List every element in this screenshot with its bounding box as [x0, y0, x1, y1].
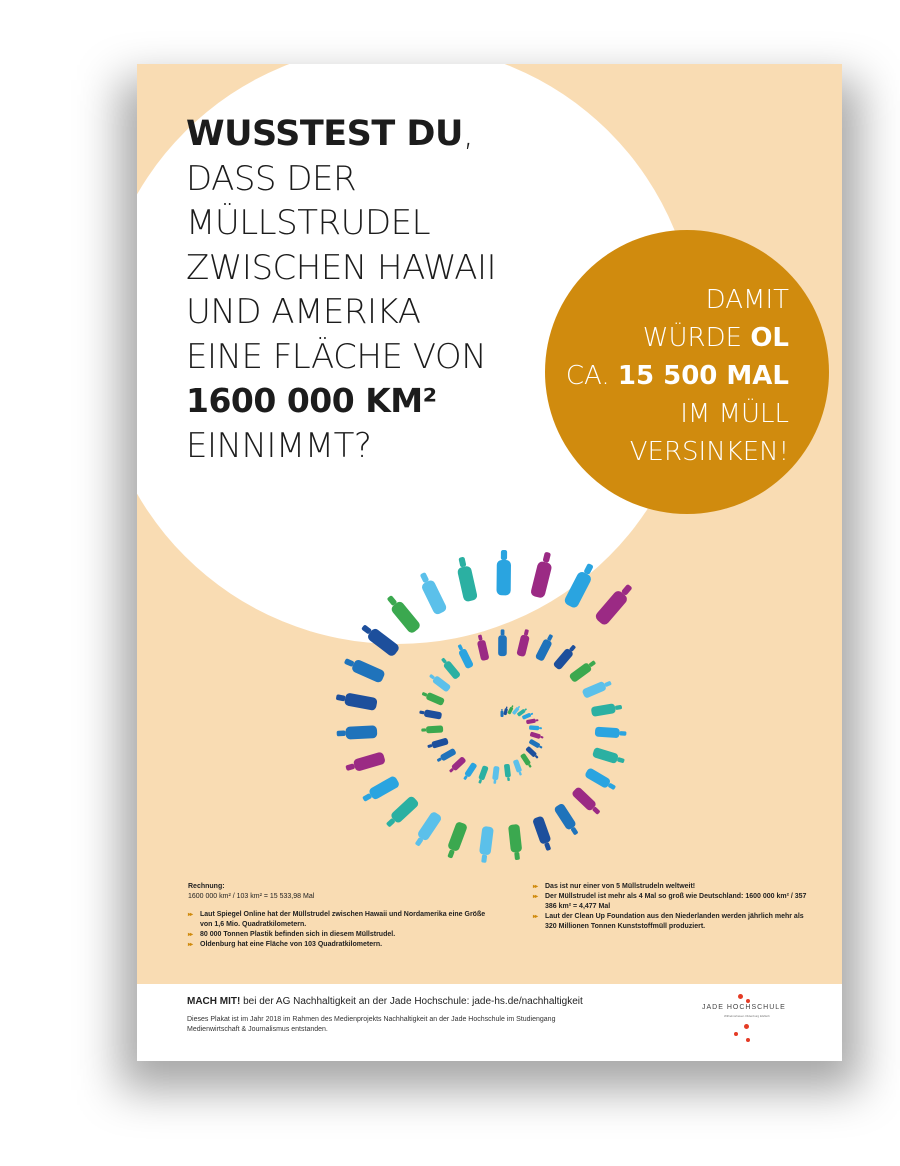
bottle-icon	[535, 633, 556, 662]
bottle-icon	[496, 550, 511, 595]
logo-text: JADE HOCHSCHULE	[702, 1004, 786, 1011]
bottle-icon	[412, 811, 443, 849]
footnotes-right	[533, 882, 813, 932]
bottle-icon	[594, 581, 636, 627]
headline-area-value: 1600 000 KM²	[186, 381, 437, 420]
bottle-icon	[530, 732, 544, 740]
headline-line-3: MÜLLSTRUDEL	[186, 203, 431, 243]
bottle-icon	[591, 702, 623, 717]
headline-line-2: DASS DER	[186, 158, 357, 199]
bottle-icon	[439, 656, 461, 680]
bottle-icon	[553, 643, 579, 671]
calculation-value: 1600 000 km² / 103 km² = 15 533,98 Mal	[188, 893, 315, 900]
bottle-icon	[498, 629, 507, 656]
footnote-item: ▸▸ Laut Spiegel Online hat der Müllstrudel zwischen Hawaii und Nordamerika eine Größe von 1,6 Mio. Quadratkilometern.	[188, 910, 488, 930]
bottle-icon	[532, 815, 554, 852]
calculation-label: Rechnung:	[188, 883, 225, 890]
bottle-icon	[455, 643, 474, 669]
bottle-icon	[384, 795, 420, 830]
headline-line-8: EINNIMMT?	[186, 425, 372, 466]
bottle-icon	[492, 766, 500, 784]
bottle-icon	[516, 628, 531, 657]
bottle-icon	[419, 708, 442, 719]
bottle-icon	[428, 672, 452, 693]
bottle-icon	[444, 821, 468, 860]
bottle-icon	[448, 756, 467, 774]
callout-line-1: DAMIT	[705, 285, 789, 315]
bottle-icon	[584, 767, 618, 793]
bottle-icon	[563, 561, 597, 609]
headline-line-1: WUSSTEST DU,	[186, 114, 474, 154]
logo-subtitle: Wilhelmshaven Oldenburg Elsfleth	[724, 1014, 770, 1018]
footnote-item: ▸▸ 80 000 Tonnen Plastik befinden sich in diesem Müllstrudel.	[188, 930, 488, 940]
footnote-item: ▸▸ Der Müllstrudel ist mehr als 4 Mal so groß wie Deutschland: 1600 000 km² / 357 386 km² = 4,477 Mal	[533, 892, 813, 912]
bottle-icon	[384, 593, 422, 635]
callout-line-2: WÜRDE OL	[642, 323, 789, 353]
headline-line-6: EINE FLÄCHE VON	[186, 336, 487, 377]
bottle-icon	[529, 725, 542, 730]
footnote-item: ▸▸ Oldenburg hat eine Fläche von 103 Quadratkilometern.	[188, 940, 488, 950]
bottle-icon	[553, 803, 581, 838]
bottle-icon	[416, 570, 448, 615]
headline-line-4: ZWISCHEN HAWAII	[186, 247, 497, 288]
headline	[186, 112, 566, 468]
callout-text	[545, 281, 789, 471]
bottle-icon	[360, 775, 400, 805]
bottle-icon	[427, 737, 449, 750]
callout-line-4: IM MÜLL	[680, 399, 789, 429]
bottle-icon	[503, 706, 508, 715]
footnote-item: ▸▸ Laut der Clean Up Foundation aus den Niederlanden werden jährlich mehr als 320 Millionen Tonnen Kunststoffmüll produziert.	[533, 912, 813, 932]
bottle-icon	[455, 556, 478, 603]
bottle-icon	[477, 765, 489, 784]
bottle-icon	[342, 655, 386, 684]
bottle-icon	[520, 753, 533, 769]
callout-line-3: CA. 15 500 MAL	[565, 361, 789, 391]
bottle-icon	[436, 748, 457, 764]
bottle-icon	[526, 718, 539, 724]
bottle-icon	[592, 747, 626, 766]
jade-hochschule-logo	[702, 994, 802, 1049]
bottle-icon	[501, 709, 504, 717]
footer	[137, 984, 842, 1061]
bottle-icon	[421, 690, 445, 706]
bottle-icon	[336, 725, 377, 740]
poster	[137, 64, 842, 1061]
footnote-item: ▸▸ Das ist nur einer von 5 Müllstrudeln weltweit!	[533, 882, 813, 892]
bottle-icon	[344, 751, 386, 774]
bottle-icon	[478, 826, 494, 863]
bottle-icon	[513, 759, 524, 776]
bottle-icon	[595, 727, 627, 739]
call-to-action: MACH MIT! bei der AG Nachhaltigkeit an der Jade Hochschule: jade-hs.de/nachhaltigkeit	[187, 996, 583, 1007]
bottle-spiral-illustration	[257, 534, 677, 864]
poster-info: Dieses Plakat ist im Jahr 2018 im Rahmen des Medienprojekts Nachhaltigkeit an der Jade Hochschule im Studiengang Medienwirtschaft & Journalismus entstanden.	[187, 1016, 556, 1033]
bottle-icon	[530, 551, 555, 599]
callout-line-5: VERSINKEN!	[629, 437, 789, 467]
bottle-icon	[568, 658, 597, 683]
headline-line-5: UND AMERIKA	[186, 292, 421, 332]
bottle-icon	[335, 691, 378, 711]
bottle-icon	[582, 678, 613, 699]
footnotes-left	[188, 882, 488, 950]
bottle-icon	[508, 824, 523, 861]
bottle-icon	[359, 621, 401, 657]
bottle-icon	[462, 762, 478, 781]
bottle-icon	[571, 786, 603, 817]
bottle-icon	[504, 764, 512, 782]
bottle-icon	[421, 725, 443, 733]
bottle-icon	[475, 634, 489, 661]
